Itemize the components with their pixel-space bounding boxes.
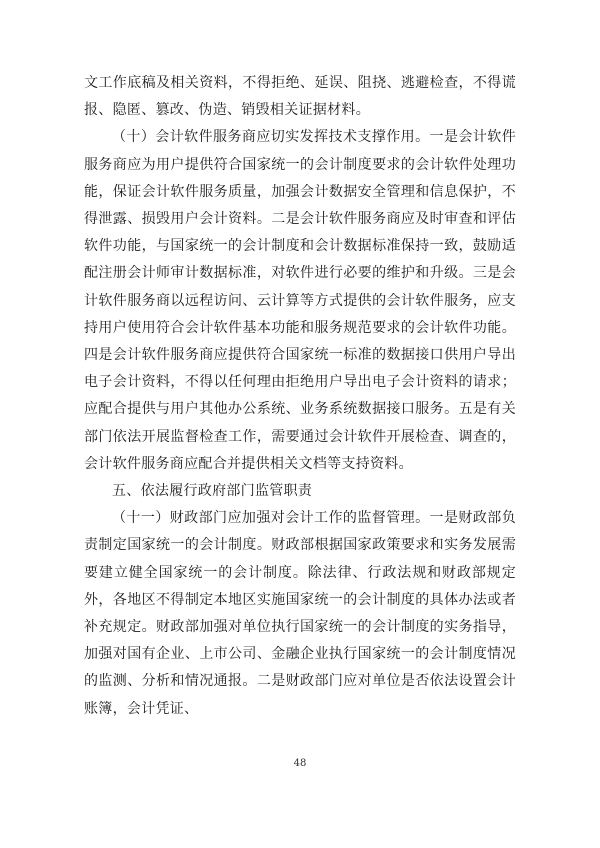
section-heading-5: 五、依法履行政府部门监管职责 [112, 483, 313, 500]
document-body [84, 70, 516, 723]
paragraph-continuation: 文工作底稿及相关资料，不得拒绝、延误、阻挠、逃避检查，不得谎报、隐匿、篡改、伪造、销毁相关证据材料。 [84, 75, 516, 119]
paragraph-item-10: （十）会计软件服务商应切实发挥技术支撑作用。一是会计软件服务商应为用户提供符合国家统一的会计制度要求的会计软件处理功能，保证会计软件服务质量，加强会计数据安全管理和信息保护，不得泄露、损毁用户会计资料。二是会计软件服务商应及时审查和评估软件功能，与国家统一的会计制度和会计数据标准保持一致，鼓励适配注册会计师审计数据标准，对软件进行必要的维护和升级。三是会计软件服务商以远程访问、云计算等方式提供的会计软件服务，应支持用户使用符合会计软件基本功能和服务规范要求的会计软件功能。四是会计软件服务商应提供符合国家统一标准的数据接口供用户导出电子会计资料，不得以任何理由拒绝用户导出电子会计资料的请求；应配合提供与用户其他办公系统、业务系统数据接口服务。五是有关部门依法开展监督检查工作，需要通过会计软件开展检查、调查的，会计软件服务商应配合并提供相关文档等支持资料。 [84, 129, 516, 472]
page-number: 48 [293, 758, 307, 769]
paragraph-item-11: （十一）财政部门应加强对会计工作的监督管理。一是财政部负责制定国家统一的会计制度。财政部根据国家政策要求和实务发展需要建立健全国家统一的会计制度。除法律、行政法规和财政部规定外，各地区不得制定本地区实施国家统一的会计制度的具体办法或者补充规定。财政部加强对单位执行国家统一的会计制度的实务指导，加强对国有企业、上市公司、金融企业执行国家统一的会计制度情况的监测、分析和情况通报。二是财政部门应对单位是否依法设置会计账簿，会计凭证、 [84, 510, 516, 717]
